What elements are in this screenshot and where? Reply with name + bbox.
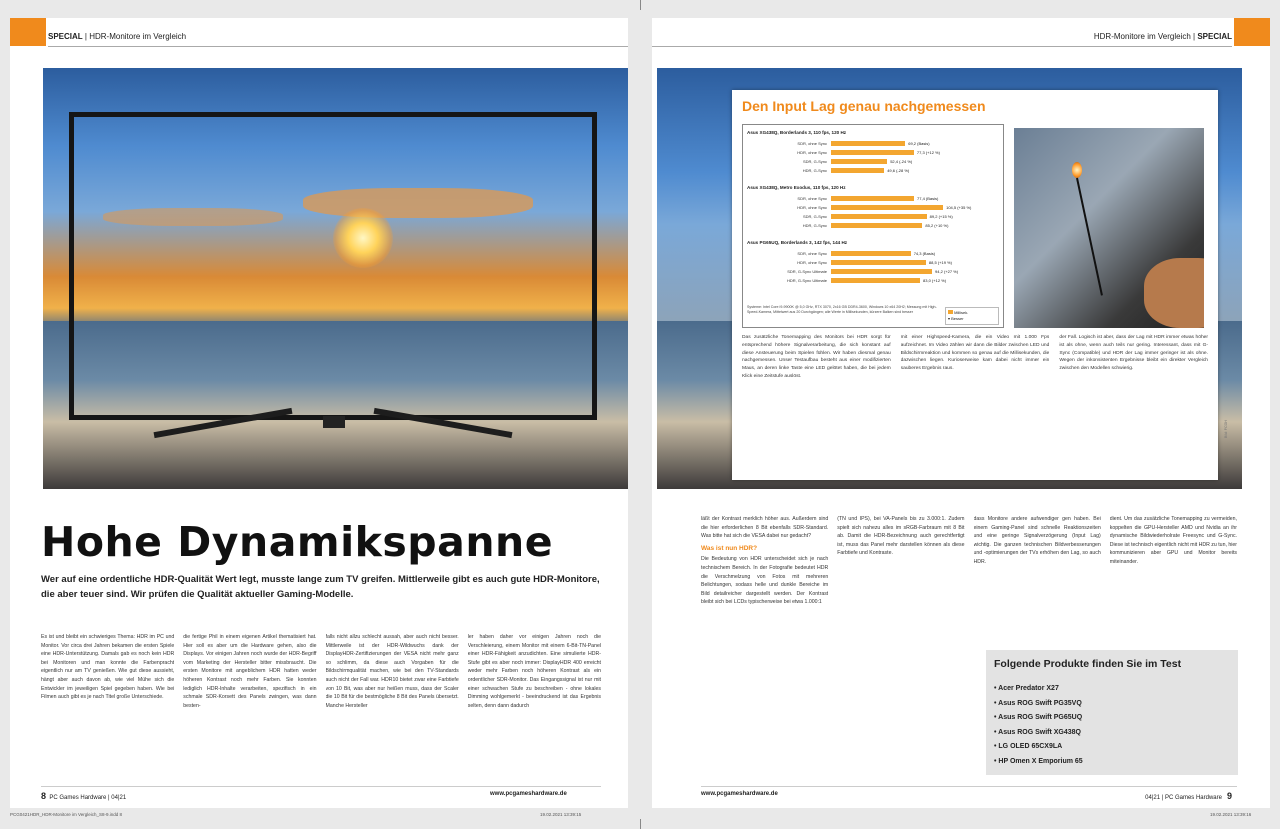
panel-column: Das zusätzliche Tonemapping des Monitors bei HDR sorgt für entsprechend höhere Signalverarbeitung, die sich konstant auf diese Ansteuerung beim Spielen fühlen. Wir haben diesmal genau nachgemessen. Unser Testaufbau besteht aus einer modifizierten Maus, an deren linke Taste eine LED gelötet haben, die bei jedem Klick eine Zeitstufe auslöst. xyxy=(742,335,891,379)
right-page xyxy=(652,18,1270,808)
chart-bar xyxy=(831,260,926,265)
products-box-title: Folgende Produkte finden Sie im Test xyxy=(994,658,1182,670)
product-item: • LG OLED 65CX9LA xyxy=(994,743,1063,750)
product-name: HP Omen X Emporium 65 xyxy=(998,757,1083,765)
chart-value-label: 104,5 (+35 %) xyxy=(946,204,972,210)
page-number: 8 xyxy=(41,791,47,801)
chart-row-label: SDR, ohne Sync xyxy=(797,195,827,201)
body-column xyxy=(701,515,828,645)
right-footer-rule xyxy=(701,786,1237,787)
subhead: Was ist nun HDR? xyxy=(701,544,758,552)
crop-mark xyxy=(640,0,641,10)
chart-value-label: 89,2 (+15 %) xyxy=(929,213,953,219)
chart-value-label: 77,3 (+12 %) xyxy=(916,149,940,155)
product-name: Asus ROG Swift PG35VQ xyxy=(998,699,1082,707)
body-column: dient. Um das zusätzliche Tonemapping zu vermeiden, koppelten die GPU-Hersteller AMD und Nvidia an ihr dynamische Bildwiederholrate Freesync und G-Sync. Diese ist technisch eigentlich nicht mit HDR zu tun, hier kommunizieren aber GPU und Monitor bereits miteinander. xyxy=(1109,516,1237,565)
hand xyxy=(1144,258,1204,328)
chart-row-label: SDR, ohne Sync xyxy=(797,250,827,256)
issue-number: 04|21 xyxy=(111,795,127,801)
chart-row-label: HDR, G-Sync Ultimate xyxy=(786,277,827,283)
chart-row-label: HDR, G-Sync xyxy=(802,167,827,173)
body-paragraph: läßt der Kontrast merklich höher aus. Außerdem sind die hier erforderlichen 8 Bit ebenfalls SDR-Standard. Was bitte hat sich die VESA dabei nur gedacht? xyxy=(701,516,829,540)
chart-value-label: 52,4 (-24 %) xyxy=(890,158,913,164)
left-page xyxy=(10,18,628,808)
body-column: die fertige Phil in einem eigenen Artikel thematisiert hat. Hier soll es aber um die Hardware gehen, also die Displays. Vor einigen Jahren noch wurde der HDR-Begriff vom Marketing der Hersteller bitter missbraucht. Die ersten Monitore mit angeblichem HDR hatten weder höheren Kontrast noch mehr Farben. Sie konnten lediglich HDR-Inhalte verarbeiten, spezifisch in ein schmale SDR-Korsett des Panels zwingen, was dann besten- xyxy=(183,634,317,709)
chart-legend xyxy=(945,307,999,325)
chart-bar xyxy=(831,168,884,173)
panel-column: der Fall. Logisch ist aber, dass der Lag mit HDR immer etwas höher ist als ohne, wenn auch teils nur gering. Interessant, dass mit G-Sync (Compatible) und HDR der Lag immer geringer ist als ohne. Wegen der inkonsistenten Ergebnisse bleibt ein direkter Vergleich zwischen den Modellen schwierig. xyxy=(1059,335,1209,372)
chart-row-label: HDR, ohne Sync xyxy=(797,204,827,210)
article-headline: Hohe Dynamikspanne xyxy=(41,518,554,566)
chart-group-title: Asus XG438Q, Borderlands 3, 110 fps, 120 Hz xyxy=(747,130,847,135)
chart-value-label: 83,0 (+12 %) xyxy=(923,277,947,283)
right-header-rule xyxy=(652,46,1232,47)
production-date: 19.02.2021 13:39:15 xyxy=(540,812,582,817)
chart-bar xyxy=(831,251,911,256)
chart-row-label: HDR, ohne Sync xyxy=(797,149,827,155)
left-header-title: HDR-Monitore im Vergleich xyxy=(89,32,187,41)
left-header-rule xyxy=(48,46,628,47)
panel-title: Den Input Lag genau nachgemessen xyxy=(742,98,986,114)
chart-row-label: SDR, ohne Sync xyxy=(797,140,827,146)
body-column: Es ist und bleibt ein schwieriges Thema: HDR im PC und Monitor. Vor circa drei Jahren bekamen die ersten Spiele eine HDR-Unterstützung. Damals gab es noch kein HDR bei Monitoren und man konnte die Farbenpracht eigentlich nur am TV genießen. Wie gut diese aussieht, hängt aber auch davon ab, wie viel Mühe sich die Entwickler im jeweiligen Spiel gegeben haben. Wie bei Filmen auch gibt es je nach Titel große Unterschiede. xyxy=(41,634,175,701)
left-body-columns xyxy=(41,633,601,783)
chart-value-label: 94,2 (+27 %) xyxy=(935,268,959,274)
legend-swatch xyxy=(948,310,953,314)
chart-bar xyxy=(831,205,943,210)
legend-label: Besser xyxy=(951,316,964,321)
legend-item: ▾ Besser xyxy=(948,316,964,321)
input-lag-chart xyxy=(742,124,1004,328)
page-number: 9 xyxy=(1226,791,1232,801)
right-header-title: HDR-Monitore im Vergleich xyxy=(1093,32,1191,41)
chart-value-label: 88,5 (+19 %) xyxy=(928,259,952,265)
left-footer-url: www.pcgameshardware.de xyxy=(490,791,567,797)
monitor-stand-center xyxy=(323,416,345,428)
chart-group-title: Asus PG65UQ, Borderlands 3, 142 fps, 144 Hz xyxy=(747,240,848,245)
production-slug: PCG0421HDR_HDR-Monitore im Vergleich_S8-9.indd 8 xyxy=(10,812,123,817)
chart-value-label: 69,2 (Basis) xyxy=(908,140,930,146)
product-item: • Asus ROG Swift XG438Q xyxy=(994,728,1081,736)
section-tab-marker xyxy=(10,18,46,46)
monitor-frame xyxy=(69,112,597,420)
led-wire xyxy=(1076,178,1103,296)
left-header-section: SPECIAL xyxy=(48,32,83,41)
panel-column: mit einer Highspeed-Kamera, die ein Video mit 1.000 Fps aufzeichnet. Im Video zählen wir dann die Bilder zwischen LED und Bildschirmreaktion und kommen so genau auf die Millisekunden, die dazwischen liegen. Kurioserweise kam dabei nicht immer ein sauberes Ergebnis raus. xyxy=(900,335,1050,372)
monitor-beach-photo xyxy=(43,68,628,489)
right-body-columns xyxy=(701,515,1237,645)
body-column: dass Monitore andere aufwendiger gen haben. Bei einem Gaming-Panel sind schnelle Reaktionszeiten und eine geringe Signalverzögerung (Input Lag) wichtig. Die ganzen technischen Bildverbesserungen und -optimierungen der TVs erhöhen den Lag, so auch HDR. xyxy=(973,516,1101,565)
chart-bar xyxy=(831,278,920,283)
product-item: • Asus ROG Swift PG65UQ xyxy=(994,714,1083,721)
chart-group-title: Asus XG438Q, Metro Exodus, 110 fps, 120 Hz xyxy=(747,185,846,190)
product-item: • Acer Predator X27 xyxy=(994,685,1059,692)
chart-bar xyxy=(831,141,905,146)
photo-credit: Bild: PCGH xyxy=(1224,420,1228,438)
magazine-name: PC Games Hardware xyxy=(1164,795,1222,801)
chart-row-label: HDR, ohne Sync xyxy=(797,259,827,265)
magazine-name: PC Games Hardware xyxy=(49,795,107,801)
input-lag-panel xyxy=(732,90,1218,480)
chart-bar xyxy=(831,223,922,228)
product-item: • HP Omen X Emporium 65 xyxy=(994,757,1083,765)
issue-number: 04|21 xyxy=(1145,795,1161,801)
chart-value-label: 77,4 (Basis) xyxy=(917,195,939,201)
chart-bar xyxy=(831,269,932,274)
left-footer: 8 PC Games Hardware | 04|21 xyxy=(41,791,127,801)
body-column: (TN und IPS), bei VA-Panels bis zu 3.000:1. Zudem spielt sich nahezu alles im sRGB-Farbraum mit 8 Bit ab. Damit die HDR-Bezeichnung auch gerechtfertigt ist, muss das Panel mehr darstellen können als diese Farbtiefe und Kontraste. xyxy=(837,516,965,557)
left-footer-rule xyxy=(41,786,601,787)
product-item: • Asus ROG Swift PG35VQ xyxy=(994,699,1082,707)
chart-value-label: 49,6 (-28 %) xyxy=(887,167,910,173)
product-name: Asus ROG Swift PG65UQ xyxy=(998,714,1083,721)
right-header-section: SPECIAL xyxy=(1197,32,1232,41)
product-name: Asus ROG Swift XG438Q xyxy=(998,728,1081,736)
products-box xyxy=(986,650,1238,775)
legend-label: Millisek. xyxy=(954,310,969,315)
right-running-header: HDR-Monitore im Vergleich | SPECIAL xyxy=(1093,32,1232,41)
production-date: 19.02.2021 13:39:16 xyxy=(1210,812,1252,817)
left-running-header: SPECIAL | HDR-Monitore im Vergleich xyxy=(48,32,187,41)
products-list xyxy=(994,682,1083,769)
chart-value-label: 74,3 (Basis) xyxy=(913,250,936,256)
body-paragraph: Die Bedeutung von HDR unterscheidet sich je nach technischem Bereich. In der Fotografie bedeutet HDR die Verschmelzung von Fotos mit mehreren Belichtungen, sodass helle und dunkle Bereiche im Bild detailreicher dargestellt werden. Der Kontrast bleibt sich bei LCDs typischerweise bei etwa 1.000:1 xyxy=(701,556,829,606)
panel-text-columns xyxy=(742,334,1208,381)
led-bulb xyxy=(1072,162,1082,178)
chart-row-label: HDR, G-Sync xyxy=(802,222,827,228)
right-footer: 04|21 | PC Games Hardware 9 xyxy=(1145,791,1232,801)
product-name: Acer Predator X27 xyxy=(998,685,1059,692)
body-column: ler haben daher vor einigen Jahren noch die Verschleierung, einem Monitor mit einem 6-Bit-TN-Panel einer HDR-Fähigkeit anzudichten. Eine simulierte HDR-Stufe gibt es aber noch immer: DisplayHDR 400 erreicht weder mehr Farben noch höheren Kontrast als ein ordentlicher SDR-Monitor. Das Eingangssignal ist nur mit einer schwachen Stufe zu beschreiben - ohne lokales Dimming wohlgemerkt - beeindruckend ist das Ergebnis selten, denn dann dadurch xyxy=(467,634,601,709)
chart-bar xyxy=(831,159,887,164)
chart-bar xyxy=(831,196,914,201)
product-name: LG OLED 65CX9LA xyxy=(998,743,1063,750)
chart-bar xyxy=(831,150,914,155)
crop-mark xyxy=(640,819,641,829)
body-column: falls nicht allzu schlecht aussah, aber auch nicht besser. Mittlerweile ist der HDR-Wildwuchs dank der DisplayHDR-Zertifizierungen der VESA nicht mehr ganz so schlimm, da diese auch Vorgaben für die Bildschirmqualität machen, wie bei den TV-Standards auch nicht der Fall war. HDR10 bietet zwar eine Farbtiefe von 10 Bit, was aber nur heißen muss, dass der Scaler die 10 Bit für die bestmögliche 8 Bit des Panels übersetzt. Manche Hersteller xyxy=(325,634,459,709)
chart-row-label: SDR, G-Sync Ultimate xyxy=(787,268,827,274)
chart-caption: Systeme: Intel Core i9-9900K @ 5,0 GHz, RTX 3070, 2x16 GB DDR4-3600, Windows 10 x64 20H2; Messung mit High-Speed-Kamera, Mittelwert aus 20 Durchgängen; alle Werte in Millisekunden, kürzere Balken sind besser xyxy=(747,305,937,314)
chart-value-label: 85,2 (+10 %) xyxy=(925,222,949,228)
chart-bar xyxy=(831,214,927,219)
led-lamp-photo xyxy=(1014,128,1204,328)
chart-row-label: SDR, G-Sync xyxy=(802,213,827,219)
section-tab-marker xyxy=(1234,18,1270,46)
chart-row-label: SDR, G-Sync xyxy=(802,158,827,164)
article-intro: Wer auf eine ordentliche HDR-Qualität Wert legt, musste lange zum TV greifen. Mittlerweile gibt es auch gute HDR-Monitore, die aber teuer sind. Wir prüfen die Qualität aktueller Gaming-Modelle. xyxy=(41,574,600,600)
right-footer-url: www.pcgameshardware.de xyxy=(701,791,778,797)
